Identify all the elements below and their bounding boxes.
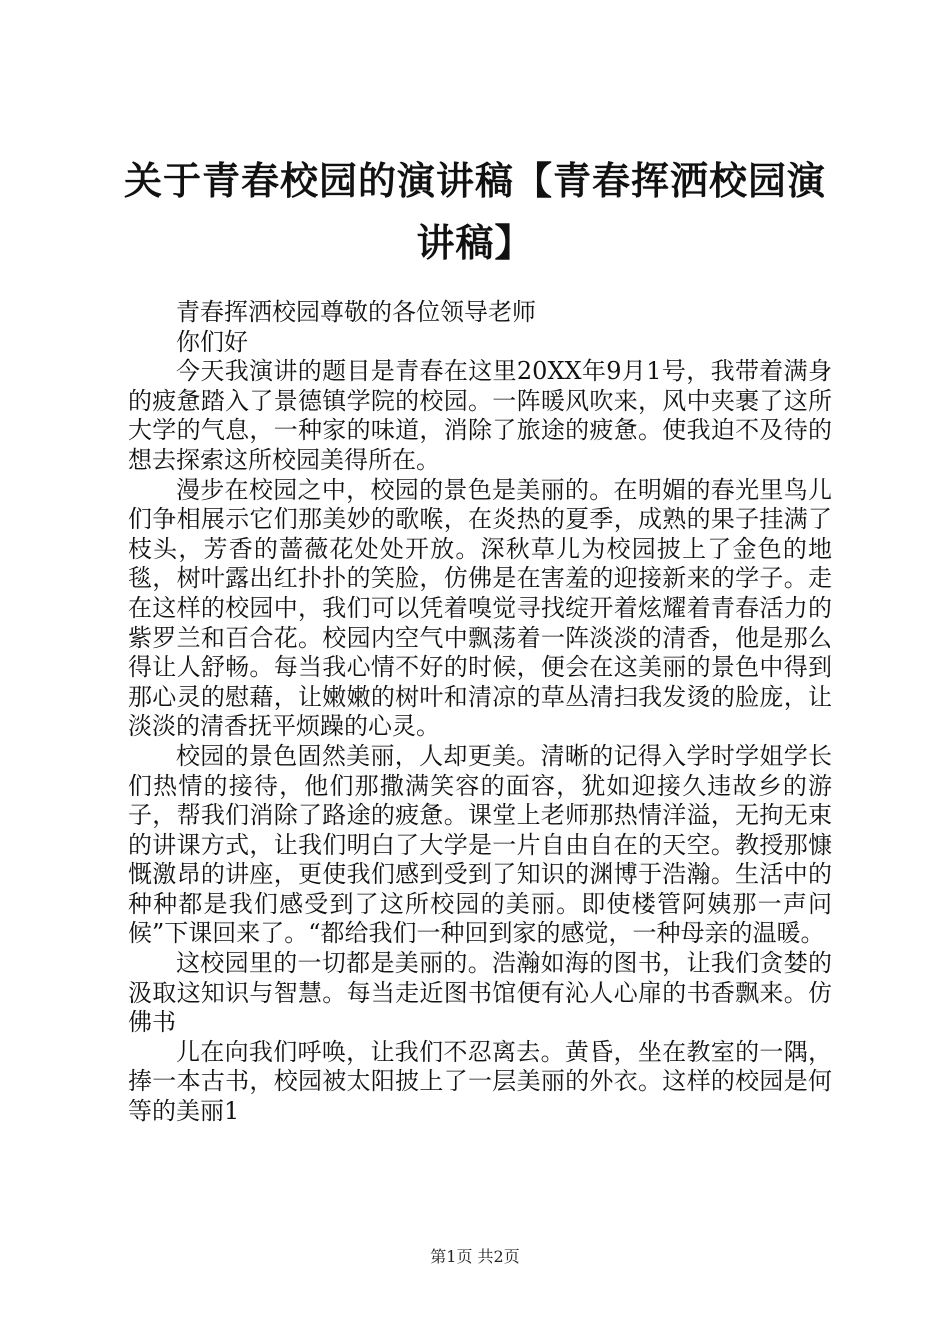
paragraph: 这校园里的一切都是美丽的。浩瀚如海的图书，让我们贪婪的汲取这知识与智慧。每当走近图书馆便有沁人心扉的书香飘来。仿佛书 [128, 949, 832, 1037]
paragraph: 校园的景色固然美丽，人却更美。清晰的记得入学时学姐学长们热情的接待，他们那撒满笑容的面容，犹如迎接久违故乡的游子，帮我们消除了路途的疲惫。课堂上老师那热情洋溢，无拘无束的讲课方式，让我们明白了大学是一片自由自在的天空。教授那慷慨激昂的讲座，更使我们感到受到了知识的渊博于浩瀚。生活中的种种都是我们感受到了这所校园的美丽。即使楼管阿姨那一声问候”下课回来了。“都给我们一种回到家的感觉，一种母亲的温暖。 [128, 741, 832, 948]
paragraph-greeting: 青春挥洒校园尊敬的各位领导老师 [176, 298, 536, 326]
document-title: 关于青春校园的演讲稿【青春挥洒校园演讲稿】 [123, 158, 826, 265]
paragraph: 漫步在校园之中，校园的景色是美丽的。在明媚的春光里鸟儿们争相展示它们那美妙的歌喉，在炎热的夏季，成熟的果子挂满了枝头，芳香的蔷薇花处处开放。深秋草儿为校园披上了金色的地毯，树叶露出红扑扑的笑脸，仿佛是在害羞的迎接新来的学子。走在这样的校园中，我们可以凭着嗅觉寻找绽开着炫耀着青春活力的紫罗兰和百合花。校园内空气中飘荡着一阵淡淡的清香，他是那么得让人舒畅。每当我心情不好的时候，便会在这美丽的景色中得到那心灵的慰藉，让嫩嫩的树叶和清凉的草丛清扫我发烫的脸庞，让淡淡的清香抚平烦躁的心灵。 [128, 475, 832, 741]
page-number-footer: 第1页 共2页 [430, 1247, 520, 1266]
paragraph: 今天我演讲的题目是青春在这里20XX年9月1号，我带着满身的疲惫踏入了景德镇学院的校园。一阵暖风吹来，风中夹裹了这所大学的气息，一种家的味道，消除了旅途的疲惫。使我迫不及待的想去探索这所校园美得所在。 [128, 357, 832, 474]
paragraph-salutation: 你们好 [176, 327, 248, 356]
document-body [128, 298, 832, 1127]
paragraph: 儿在向我们呼唤，让我们不忍离去。黄昏，坐在教室的一隅，捧一本古书，校园被太阳披上了一层美丽的外衣。这样的校园是何等的美丽1 [128, 1037, 832, 1126]
